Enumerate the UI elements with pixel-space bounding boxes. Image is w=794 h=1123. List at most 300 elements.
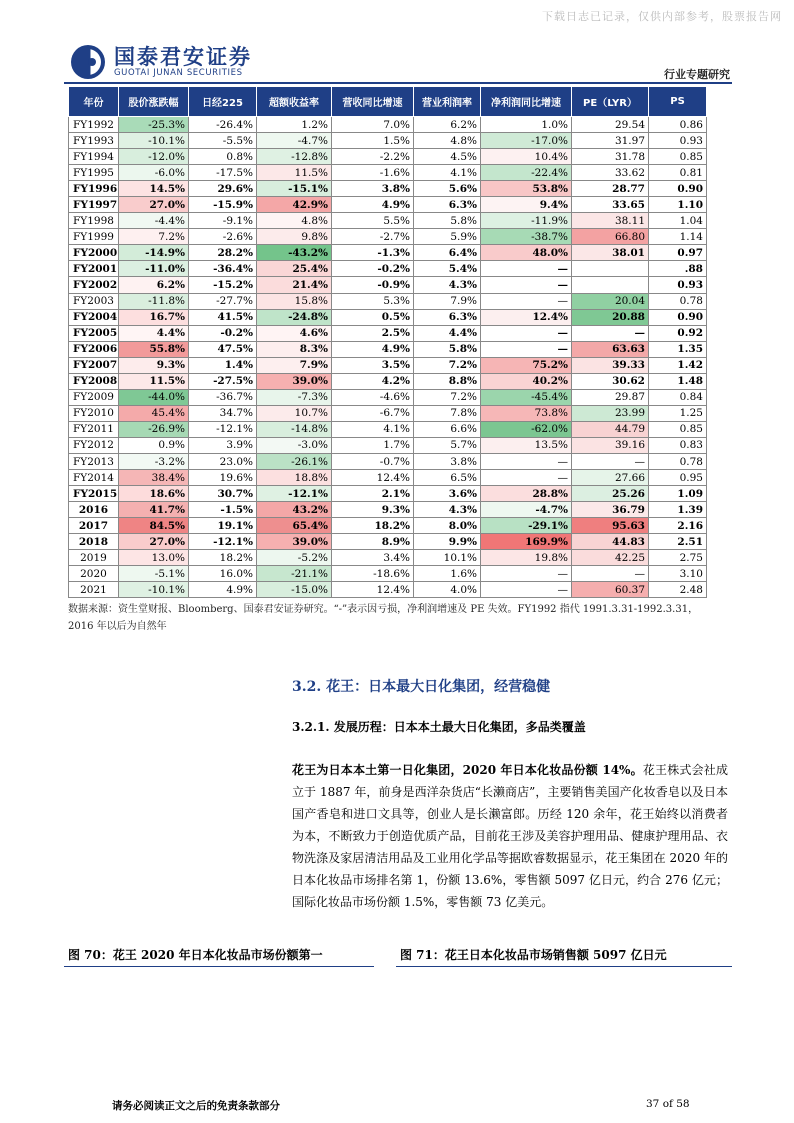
value-cell: 45.4% <box>119 405 189 421</box>
value-cell: 10.1% <box>414 550 481 566</box>
value-cell: 169.9% <box>481 534 572 550</box>
value-cell: — <box>481 566 572 582</box>
value-cell: — <box>572 453 649 469</box>
value-cell: 11.5% <box>257 165 332 181</box>
value-cell: .88 <box>649 261 707 277</box>
table-row <box>69 357 707 373</box>
value-cell: 84.5% <box>119 518 189 534</box>
value-cell: 5.7% <box>414 437 481 453</box>
value-cell: 7.0% <box>332 117 414 133</box>
value-cell: 1.04 <box>649 213 707 229</box>
value-cell: 19.6% <box>189 470 257 486</box>
subsection-title: 3.2.1. 发展历程：日本本土最大日化集团，多品类覆盖 <box>292 720 586 734</box>
value-cell: 31.78 <box>572 149 649 165</box>
value-cell: -0.9% <box>332 277 414 293</box>
value-cell: -17.0% <box>481 133 572 149</box>
table-row <box>69 453 707 469</box>
value-cell: -44.0% <box>119 389 189 405</box>
value-cell: -3.2% <box>119 453 189 469</box>
value-cell: 3.5% <box>332 357 414 373</box>
value-cell: -11.8% <box>119 293 189 309</box>
year-cell: 2017 <box>69 518 119 534</box>
value-cell: 6.2% <box>414 117 481 133</box>
value-cell: 5.8% <box>414 341 481 357</box>
value-cell: -43.2% <box>257 245 332 261</box>
value-cell: -5.5% <box>189 133 257 149</box>
value-cell: -21.1% <box>257 566 332 582</box>
table-row <box>69 293 707 309</box>
value-cell: 6.2% <box>119 277 189 293</box>
value-cell: -11.0% <box>119 261 189 277</box>
page-number: 37 of 58 <box>646 1098 690 1110</box>
value-cell: 3.4% <box>332 550 414 566</box>
value-cell: 5.8% <box>414 213 481 229</box>
value-cell: 6.6% <box>414 421 481 437</box>
value-cell: 19.8% <box>481 550 572 566</box>
value-cell: 1.42 <box>649 357 707 373</box>
value-cell: -3.0% <box>257 437 332 453</box>
value-cell: -12.1% <box>189 421 257 437</box>
value-cell: 1.5% <box>332 133 414 149</box>
value-cell: 5.3% <box>332 293 414 309</box>
year-cell: FY2006 <box>69 341 119 357</box>
value-cell: 10.4% <box>481 149 572 165</box>
table-row <box>69 341 707 357</box>
value-cell: 11.5% <box>119 373 189 389</box>
value-cell: 10.7% <box>257 405 332 421</box>
value-cell: 43.2% <box>257 502 332 518</box>
value-cell: 0.83 <box>649 437 707 453</box>
value-cell: -36.7% <box>189 389 257 405</box>
value-cell: -38.7% <box>481 229 572 245</box>
value-cell: 0.78 <box>649 453 707 469</box>
value-cell: -4.4% <box>119 213 189 229</box>
value-cell: 0.86 <box>649 117 707 133</box>
value-cell: 2.1% <box>332 486 414 502</box>
value-cell: -12.8% <box>257 149 332 165</box>
value-cell: 0.78 <box>649 293 707 309</box>
value-cell: 5.4% <box>414 261 481 277</box>
value-cell: -4.7% <box>257 133 332 149</box>
value-cell: 30.62 <box>572 373 649 389</box>
table-row <box>69 405 707 421</box>
value-cell: — <box>481 325 572 341</box>
value-cell: 0.81 <box>649 165 707 181</box>
logo-icon <box>70 44 106 80</box>
value-cell: — <box>481 277 572 293</box>
table-row <box>69 117 707 133</box>
footer-disclaimer: 请务必阅读正文之后的免责条款部分 <box>112 1100 280 1112</box>
year-cell: 2020 <box>69 566 119 582</box>
table-row <box>69 229 707 245</box>
year-cell: FY1993 <box>69 133 119 149</box>
value-cell: 4.5% <box>414 149 481 165</box>
value-cell: 38.01 <box>572 245 649 261</box>
value-cell: 1.2% <box>257 117 332 133</box>
value-cell: — <box>481 261 572 277</box>
section-title: 3.2. 花王：日本最大日化集团，经营稳健 <box>292 679 551 695</box>
value-cell: 41.7% <box>119 502 189 518</box>
value-cell: -4.7% <box>481 502 572 518</box>
value-cell: 29.54 <box>572 117 649 133</box>
value-cell: 39.16 <box>572 437 649 453</box>
value-cell: 2.75 <box>649 550 707 566</box>
table-row <box>69 245 707 261</box>
value-cell: 2.16 <box>649 518 707 534</box>
value-cell: 48.0% <box>481 245 572 261</box>
value-cell: 38.11 <box>572 213 649 229</box>
value-cell: — <box>572 325 649 341</box>
value-cell: 38.4% <box>119 470 189 486</box>
table-row <box>69 165 707 181</box>
value-cell: 5.6% <box>414 181 481 197</box>
value-cell: 4.2% <box>332 373 414 389</box>
value-cell: 55.8% <box>119 341 189 357</box>
value-cell: 9.8% <box>257 229 332 245</box>
value-cell: 9.4% <box>481 197 572 213</box>
value-cell: 27.0% <box>119 534 189 550</box>
value-cell: 13.5% <box>481 437 572 453</box>
value-cell: -2.6% <box>189 229 257 245</box>
year-cell: FY2011 <box>69 421 119 437</box>
value-cell: 1.39 <box>649 502 707 518</box>
value-cell: -18.6% <box>332 566 414 582</box>
value-cell: -6.0% <box>119 165 189 181</box>
report-type: 行业专题研究 <box>664 68 730 81</box>
body-paragraph <box>292 759 728 913</box>
value-cell: -0.2% <box>189 325 257 341</box>
table-row <box>69 373 707 389</box>
value-cell: 16.7% <box>119 309 189 325</box>
header-divider <box>64 82 732 84</box>
value-cell: -5.2% <box>257 550 332 566</box>
value-cell: -22.4% <box>481 165 572 181</box>
value-cell: 41.5% <box>189 309 257 325</box>
year-cell: FY2008 <box>69 373 119 389</box>
value-cell: 1.4% <box>189 357 257 373</box>
table-row <box>69 486 707 502</box>
figure-71-rule <box>396 966 732 967</box>
column-header: 营收同比增速 <box>332 87 414 117</box>
value-cell: 0.9% <box>119 437 189 453</box>
value-cell: 1.48 <box>649 373 707 389</box>
year-cell: FY2013 <box>69 453 119 469</box>
table-row <box>69 518 707 534</box>
value-cell: -36.4% <box>189 261 257 277</box>
value-cell: 40.2% <box>481 373 572 389</box>
value-cell: -1.6% <box>332 165 414 181</box>
value-cell: 8.3% <box>257 341 332 357</box>
year-cell: FY2005 <box>69 325 119 341</box>
value-cell: 1.6% <box>414 566 481 582</box>
value-cell <box>572 261 649 277</box>
value-cell: 4.9% <box>189 582 257 598</box>
value-cell: -12.0% <box>119 149 189 165</box>
value-cell: 28.2% <box>189 245 257 261</box>
value-cell: 5.9% <box>414 229 481 245</box>
value-cell: -7.3% <box>257 389 332 405</box>
value-cell: -25.3% <box>119 117 189 133</box>
value-cell: 63.63 <box>572 341 649 357</box>
value-cell <box>572 277 649 293</box>
value-cell: 53.8% <box>481 181 572 197</box>
year-cell: FY2001 <box>69 261 119 277</box>
value-cell: 39.0% <box>257 373 332 389</box>
column-header: PE（LYR） <box>572 87 649 117</box>
table-row <box>69 197 707 213</box>
value-cell: 0.90 <box>649 181 707 197</box>
value-cell: -14.9% <box>119 245 189 261</box>
value-cell: 0.84 <box>649 389 707 405</box>
value-cell: 4.4% <box>414 325 481 341</box>
year-cell: FY2002 <box>69 277 119 293</box>
table-header-row <box>69 87 707 117</box>
year-cell: 2018 <box>69 534 119 550</box>
value-cell: 23.0% <box>189 453 257 469</box>
value-cell: -27.7% <box>189 293 257 309</box>
value-cell: — <box>481 293 572 309</box>
value-cell: 29.6% <box>189 181 257 197</box>
value-cell: -1.5% <box>189 502 257 518</box>
value-cell: -12.1% <box>257 486 332 502</box>
value-cell: 1.10 <box>649 197 707 213</box>
value-cell: 1.14 <box>649 229 707 245</box>
year-cell: FY2012 <box>69 437 119 453</box>
table-row <box>69 534 707 550</box>
value-cell: 2.51 <box>649 534 707 550</box>
year-cell: 2016 <box>69 502 119 518</box>
value-cell: 0.93 <box>649 133 707 149</box>
value-cell: — <box>481 582 572 598</box>
logo-chinese-name: 国泰君安证券 <box>114 44 252 69</box>
value-cell: 20.04 <box>572 293 649 309</box>
paragraph-body: 花王株式会社成立于 1887 年，前身是西洋杂货店“长濑商店”，主要销售美国产化妆香皂以及日本国产香皂和进口文具等，创业人是长濑富郎。历经 120 余年，花王始终以消费者为本，不断致力于创造优质产品，目前花王涉及美容护理用品、健康护理用品、衣物洗涤及家居清洁用品及工业用化学品等据欧睿数据显示，花王集团在 2020 年的日本化妆品市场排名第 1，份额 13.6%，零售额 5097 亿日元，约合 276 亿元；国际化妆品市场份额 1.5%，零售额 73 亿美元。 <box>292 763 728 909</box>
table-row <box>69 133 707 149</box>
table-row <box>69 277 707 293</box>
value-cell: -6.7% <box>332 405 414 421</box>
value-cell: 8.0% <box>414 518 481 534</box>
value-cell: 9.3% <box>332 502 414 518</box>
value-cell: 33.62 <box>572 165 649 181</box>
year-cell: FY1998 <box>69 213 119 229</box>
year-cell: FY2000 <box>69 245 119 261</box>
value-cell: 28.77 <box>572 181 649 197</box>
value-cell: 7.2% <box>414 389 481 405</box>
year-cell: FY2015 <box>69 486 119 502</box>
value-cell: 7.9% <box>257 357 332 373</box>
table-row <box>69 437 707 453</box>
value-cell: -27.5% <box>189 373 257 389</box>
value-cell: 4.3% <box>414 502 481 518</box>
value-cell: 4.8% <box>257 213 332 229</box>
value-cell: -14.8% <box>257 421 332 437</box>
value-cell: 4.0% <box>414 582 481 598</box>
value-cell: 0.85 <box>649 421 707 437</box>
table-row <box>69 149 707 165</box>
column-header: 超额收益率 <box>257 87 332 117</box>
value-cell: 31.97 <box>572 133 649 149</box>
value-cell: 13.0% <box>119 550 189 566</box>
column-header: 年份 <box>69 87 119 117</box>
value-cell: 36.79 <box>572 502 649 518</box>
value-cell: -10.1% <box>119 133 189 149</box>
value-cell: 44.79 <box>572 421 649 437</box>
value-cell: 7.9% <box>414 293 481 309</box>
value-cell: 8.9% <box>332 534 414 550</box>
value-cell: 3.9% <box>189 437 257 453</box>
value-cell: 14.5% <box>119 181 189 197</box>
value-cell: 3.10 <box>649 566 707 582</box>
year-cell: FY2009 <box>69 389 119 405</box>
year-cell: FY2007 <box>69 357 119 373</box>
value-cell: 4.1% <box>332 421 414 437</box>
value-cell: 1.7% <box>332 437 414 453</box>
value-cell: -17.5% <box>189 165 257 181</box>
value-cell: 3.8% <box>332 181 414 197</box>
value-cell: 65.4% <box>257 518 332 534</box>
value-cell: -15.1% <box>257 181 332 197</box>
value-cell: 0.95 <box>649 470 707 486</box>
value-cell: 6.3% <box>414 309 481 325</box>
value-cell: -0.7% <box>332 453 414 469</box>
financial-history-table <box>68 86 707 598</box>
value-cell: 0.97 <box>649 245 707 261</box>
value-cell: 0.8% <box>189 149 257 165</box>
year-cell: 2019 <box>69 550 119 566</box>
value-cell: -9.1% <box>189 213 257 229</box>
year-cell: FY1997 <box>69 197 119 213</box>
value-cell: 39.0% <box>257 534 332 550</box>
table-row <box>69 389 707 405</box>
value-cell: -4.6% <box>332 389 414 405</box>
value-cell: 27.0% <box>119 197 189 213</box>
value-cell: -5.1% <box>119 566 189 582</box>
value-cell: 9.9% <box>414 534 481 550</box>
value-cell: 47.5% <box>189 341 257 357</box>
value-cell: 4.1% <box>414 165 481 181</box>
value-cell: 75.2% <box>481 357 572 373</box>
value-cell: -15.2% <box>189 277 257 293</box>
year-cell: FY1994 <box>69 149 119 165</box>
value-cell: 27.66 <box>572 470 649 486</box>
value-cell: -15.9% <box>189 197 257 213</box>
value-cell: 1.35 <box>649 341 707 357</box>
table-row <box>69 421 707 437</box>
value-cell: 34.7% <box>189 405 257 421</box>
value-cell: 3.8% <box>414 453 481 469</box>
value-cell: 1.0% <box>481 117 572 133</box>
value-cell: -24.8% <box>257 309 332 325</box>
value-cell: 30.7% <box>189 486 257 502</box>
value-cell: 0.5% <box>332 309 414 325</box>
value-cell: -26.9% <box>119 421 189 437</box>
value-cell: 8.8% <box>414 373 481 389</box>
table-row <box>69 470 707 486</box>
year-cell: FY1996 <box>69 181 119 197</box>
value-cell: 6.3% <box>414 197 481 213</box>
value-cell: 4.8% <box>414 133 481 149</box>
year-cell: FY2010 <box>69 405 119 421</box>
value-cell: 23.99 <box>572 405 649 421</box>
value-cell: 4.9% <box>332 341 414 357</box>
value-cell: 12.4% <box>332 582 414 598</box>
value-cell: 4.6% <box>257 325 332 341</box>
table-row <box>69 325 707 341</box>
value-cell: 28.8% <box>481 486 572 502</box>
value-cell: -12.1% <box>189 534 257 550</box>
table-row <box>69 213 707 229</box>
value-cell: -29.1% <box>481 518 572 534</box>
value-cell: -11.9% <box>481 213 572 229</box>
value-cell: 29.87 <box>572 389 649 405</box>
value-cell: 18.2% <box>332 518 414 534</box>
column-header: 股价涨跌幅 <box>119 87 189 117</box>
value-cell: 3.6% <box>414 486 481 502</box>
value-cell: 16.0% <box>189 566 257 582</box>
company-logo <box>70 44 252 80</box>
value-cell: 44.83 <box>572 534 649 550</box>
column-header: 净利润同比增速 <box>481 87 572 117</box>
value-cell: 5.5% <box>332 213 414 229</box>
value-cell: -2.2% <box>332 149 414 165</box>
column-header: PS <box>649 87 707 117</box>
value-cell: -26.1% <box>257 453 332 469</box>
value-cell: 18.2% <box>189 550 257 566</box>
year-cell: FY2014 <box>69 470 119 486</box>
value-cell: -0.2% <box>332 261 414 277</box>
figure-70-caption: 图 70：花王 2020 年日本化妆品市场份额第一 <box>68 948 323 962</box>
value-cell: 1.09 <box>649 486 707 502</box>
table-row <box>69 181 707 197</box>
value-cell: -62.0% <box>481 421 572 437</box>
value-cell: 20.88 <box>572 309 649 325</box>
value-cell: — <box>481 470 572 486</box>
value-cell: 6.5% <box>414 470 481 486</box>
year-cell: 2021 <box>69 582 119 598</box>
value-cell: 0.93 <box>649 277 707 293</box>
value-cell: 4.9% <box>332 197 414 213</box>
figure-71-caption: 图 71：花王日本化妆品市场销售额 5097 亿日元 <box>400 948 667 962</box>
value-cell: 19.1% <box>189 518 257 534</box>
table-source-note: 数据来源：资生堂财报、Bloomberg、国泰君安证券研究。“-”表示因亏损，净利润增速及 PE 失效。FY1992 指代 1991.3.31-1992.3.31，2016 年以后为自然年 <box>68 604 699 632</box>
year-cell: FY1999 <box>69 229 119 245</box>
value-cell: 60.37 <box>572 582 649 598</box>
value-cell: 0.85 <box>649 149 707 165</box>
value-cell: 2.5% <box>332 325 414 341</box>
value-cell: 0.90 <box>649 309 707 325</box>
value-cell: 9.3% <box>119 357 189 373</box>
value-cell: -10.1% <box>119 582 189 598</box>
year-cell: FY2003 <box>69 293 119 309</box>
year-cell: FY2004 <box>69 309 119 325</box>
value-cell: 7.2% <box>414 357 481 373</box>
logo-english-name: GUOTAI JUNAN SECURITIES <box>114 67 243 78</box>
table-row <box>69 566 707 582</box>
value-cell: 25.4% <box>257 261 332 277</box>
table-row <box>69 261 707 277</box>
value-cell: 95.63 <box>572 518 649 534</box>
value-cell: 21.4% <box>257 277 332 293</box>
value-cell: -26.4% <box>189 117 257 133</box>
value-cell: 12.4% <box>481 309 572 325</box>
table-row <box>69 582 707 598</box>
value-cell: 12.4% <box>332 470 414 486</box>
value-cell: — <box>572 566 649 582</box>
value-cell: 18.6% <box>119 486 189 502</box>
value-cell: 6.4% <box>414 245 481 261</box>
value-cell: — <box>481 341 572 357</box>
value-cell: 4.4% <box>119 325 189 341</box>
